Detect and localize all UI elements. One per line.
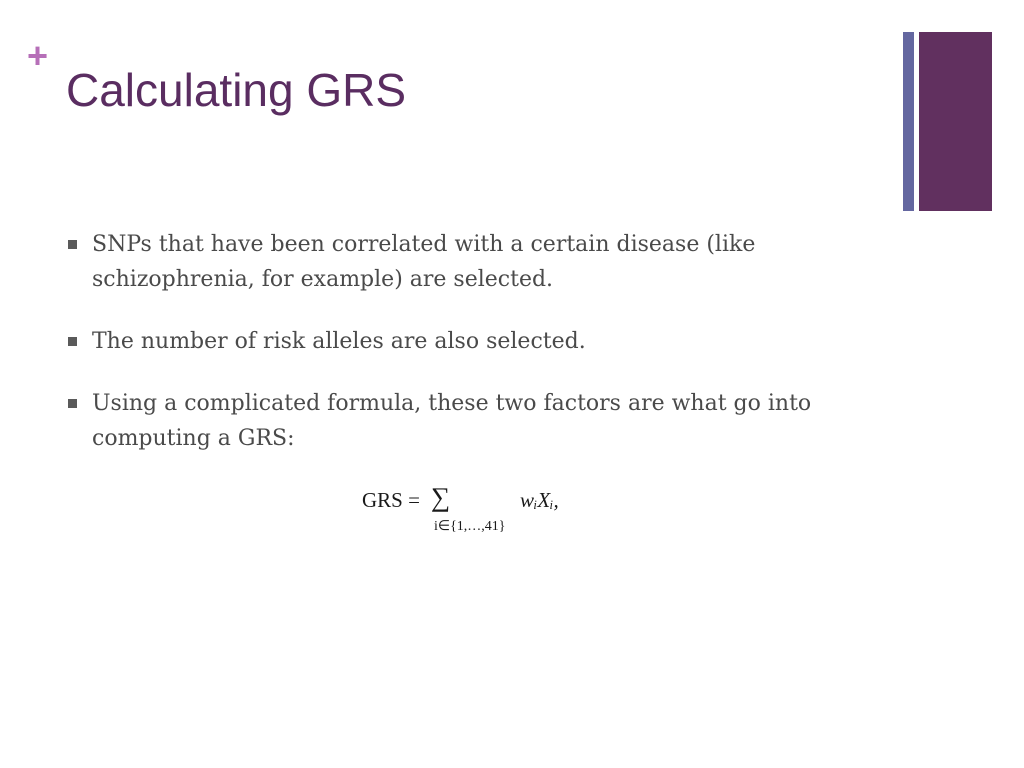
bullet-list bbox=[68, 227, 868, 483]
bullet-text: SNPs that have been correlated with a certain disease (like schizophrenia, for example) are selected. bbox=[92, 232, 756, 292]
slide-title: Calculating GRS bbox=[66, 64, 407, 116]
formula-lhs: GRS = bbox=[362, 488, 420, 512]
formula-term: wᵢXᵢ, bbox=[520, 488, 559, 512]
decorative-bar-thin bbox=[903, 32, 914, 211]
grs-formula bbox=[362, 480, 582, 540]
bullet-text: Using a complicated formula, these two factors are what go into computing a GRS: bbox=[92, 391, 812, 451]
square-bullet-icon bbox=[68, 337, 77, 346]
plus-icon: + bbox=[27, 35, 49, 76]
summation-range: i∈{1,…,41} bbox=[434, 519, 506, 534]
square-bullet-icon bbox=[68, 240, 77, 249]
bullet-item-formula-intro bbox=[68, 386, 868, 456]
bullet-item-snps bbox=[68, 227, 868, 297]
decorative-bar-wide bbox=[919, 32, 992, 211]
bullet-text: The number of risk alleles are also selected. bbox=[92, 329, 586, 354]
square-bullet-icon bbox=[68, 399, 77, 408]
summation-symbol: ∑ bbox=[431, 482, 451, 512]
bullet-item-risk-alleles bbox=[68, 324, 868, 359]
